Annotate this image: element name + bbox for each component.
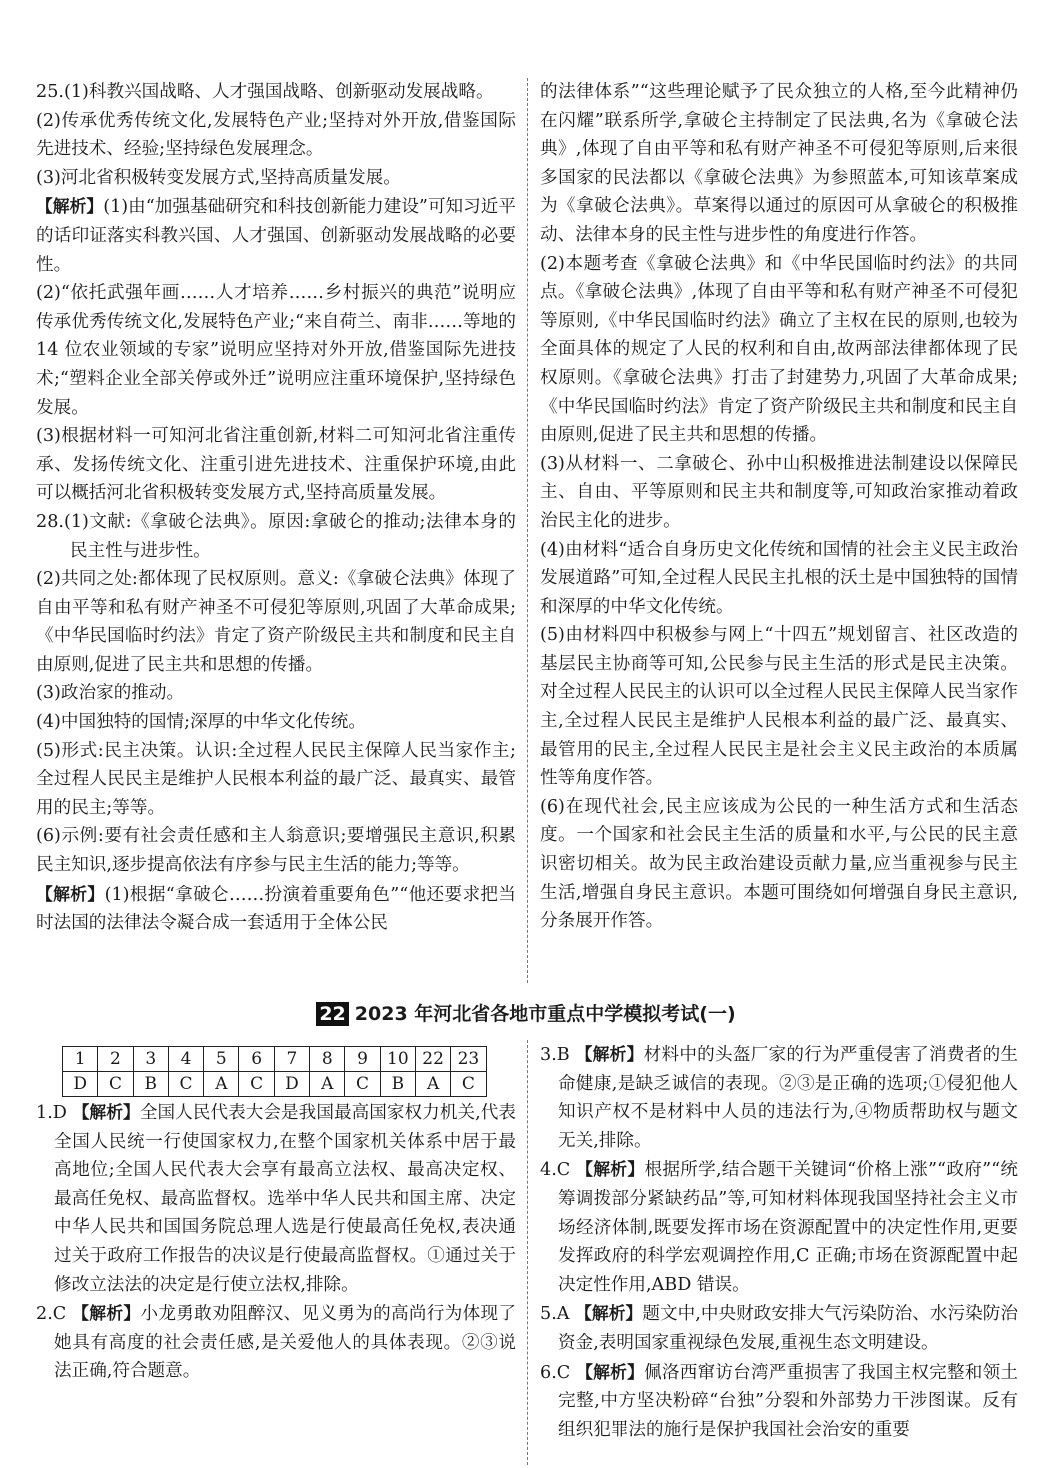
paragraph-text: (2)本题考查《拿破仑法典》和《中华民国临时约法》的共同点。《拿破仑法典》,体现了自由平等和私有财产神圣不可侵犯等原则,《中华民国临时约法》确立了主权在民的原则,也较为全面具体的规定了人民的权利和自由,故两部法律都体现了民权原则。《拿破仑法典》打击了封建势力,巩固了大革命成果;《中华民国临时约法》肯定了资产阶级民主共和制度和民主自由原则,促进了民主共和思想的传播。: [540, 253, 1018, 446]
paragraph-text: (4)中国独特的国情;深厚的中华文化传统。: [36, 712, 366, 733]
question-number: 1.D: [36, 1103, 67, 1123]
table-cell-answer: C: [239, 1072, 274, 1097]
paragraph-q25_ana2: [36, 279, 516, 422]
question-number: 5.A: [540, 1304, 570, 1325]
paragraph-q28_ana1: [36, 880, 516, 938]
table-row-question-numbers: [63, 1047, 487, 1072]
paragraph-r5: [540, 621, 1018, 793]
question-number: 2.C: [36, 1304, 67, 1325]
table-cell-answer: D: [63, 1072, 98, 1097]
table-cell-number: 7: [274, 1047, 309, 1072]
section-title: 2023 年河北省各地市重点中学模拟考试(一): [354, 1003, 736, 1025]
paragraph-a5: [540, 1299, 1018, 1357]
top-right-column: [540, 78, 1018, 936]
paragraph-text: 小龙勇敢劝阻醉汉、见义勇为的高尚行为体现了她具有高度的社会责任感,是关爱他人的具体表现。②③说法正确,符合题意。: [54, 1304, 516, 1382]
question-number: 4.C: [540, 1160, 571, 1181]
table-cell-number: 23: [451, 1047, 486, 1072]
analysis-label: 【解析】: [575, 1303, 643, 1324]
analysis-label: 【解析】: [575, 1044, 644, 1064]
paragraph-text: 28.(1)文献:《拿破仑法典》。原因:拿破仑的推动;法律本身的民主性与进步性。: [36, 511, 516, 561]
table-cell-answer: A: [415, 1072, 450, 1097]
analysis-label: 【解析】: [576, 1159, 645, 1180]
paragraph-q28_6: [36, 822, 516, 879]
table-cell-answer: A: [310, 1072, 345, 1097]
paragraph-text: 佩洛西窜访台湾严重损害了我国主权完整和领土完整,中方坚决粉碎“台独”分裂和外部势力干涉图谋。反有组织犯罪法的施行是保护我国社会治安的重要: [558, 1362, 1018, 1440]
table-cell-answer: B: [380, 1072, 415, 1097]
paragraph-a3: [540, 1040, 1018, 1155]
paragraph-text: 根据所学,结合题干关键词“价格上涨”“政府”“统筹调拨部分紧缺药品”等,可知材料体现我国坚持社会主义市场经济体制,既要发挥市场在资源配置中的决定性作用,更要发挥政府的科学宏观调控作用,C 正确;市场在资源配置中起决定性作用,ABD 错误。: [558, 1160, 1018, 1295]
paragraph-q28_5: [36, 737, 516, 823]
analysis-label: 【解析】: [36, 196, 104, 217]
paragraph-text: (5)由材料四中积极参与网上“十四五”规划留言、社区改造的基层民主协商等可知,公民参与民主生活的形式是民主决策。对全过程人民民主的认识可以全过程人民民主保障人民当家作主,全过程人民民主是维护人民根本利益的最广泛、最真实、最管用的民主,全过程人民民主是社会主义民主政治的本质属性等角度作答。: [540, 625, 1018, 789]
paragraph-r1: [540, 78, 1018, 250]
table-cell-answer: A: [204, 1072, 239, 1097]
paragraph-r2: [540, 250, 1018, 450]
paragraph-r3: [540, 450, 1018, 536]
paragraph-q25_ana3: [36, 422, 516, 508]
paragraph-text: (1)根据“拿破仑……扮演着重要角色”“他还要求把当时法国的法律法令凝合成一套适用于全体公民: [36, 884, 516, 934]
paragraph-q25_3: [36, 164, 516, 193]
section-number: 22: [316, 1002, 348, 1026]
paragraph-a2: [36, 1299, 516, 1386]
paragraph-text: 题文中,中央财政安排大气污染防治、水污染防治资金,表明国家重视绿色发展,重视生态文明建设。: [558, 1304, 1018, 1353]
paragraph-text: (3)政治家的推动。: [36, 683, 185, 704]
table-cell-number: 1: [63, 1047, 98, 1072]
section-header: [0, 1000, 1052, 1028]
paragraph-text: (6)示例:要有社会责任感和主人翁意识;要增强民主意识,积累民主知识,逐步提高依法有序参与民主生活的能力;等等。: [36, 826, 516, 876]
analysis-label: 【解析】: [36, 883, 105, 904]
paragraph-q28_1: [36, 508, 516, 565]
table-cell-number: 9: [345, 1047, 380, 1072]
table-cell-number: 4: [168, 1047, 203, 1072]
table-cell-answer: C: [98, 1072, 133, 1097]
paragraph-text: 25.(1)科教兴国战略、人才强国战略、创新驱动发展战略。: [36, 82, 494, 102]
paragraph-text: (1)由“加强基础研究和科技创新能力建设”可知习近平的话印证落实科教兴国、人才强国、创新驱动发展战略的必要性。: [36, 197, 516, 275]
paragraph-r4: [540, 536, 1018, 622]
paragraph-text: (3)从材料一、二拿破仑、孙中山积极推进法制建设以保障民主、自由、平等原则和民主共和制度等,可知政治家推动着政治民主化的进步。: [540, 453, 1018, 531]
question-number: 6.C: [540, 1362, 571, 1383]
paragraph-r6: [540, 793, 1018, 936]
question-number: 3.B: [540, 1045, 570, 1065]
paragraph-a1: [36, 1098, 516, 1299]
answer-table: [62, 1046, 487, 1097]
analysis-label: 【解析】: [576, 1361, 645, 1382]
paragraph-text: (5)形式:民主决策。认识:全过程人民民主保障人民当家作主;全过程人民民主是维护人民根本利益的最广泛、最真实、最管用的民主;等等。: [36, 740, 516, 818]
paragraph-q25_1: [36, 78, 516, 107]
table-cell-number: 22: [415, 1047, 450, 1072]
table-cell-answer: D: [274, 1072, 309, 1097]
paragraph-text: (2)传承优秀传统文化,发展特色产业;坚持对外开放,借鉴国际先进技术、经验;坚持绿色发展理念。: [36, 110, 516, 160]
table-cell-number: 5: [204, 1047, 239, 1072]
table-cell-number: 2: [98, 1047, 133, 1072]
paragraph-q28_3: [36, 679, 516, 708]
analysis-label: 【解析】: [72, 1102, 140, 1122]
paragraph-q25_2: [36, 107, 516, 164]
paragraph-a6: [540, 1358, 1018, 1445]
paragraph-q25_ana1: [36, 192, 516, 279]
table-cell-answer: C: [451, 1072, 486, 1097]
top-left-column: [36, 78, 516, 938]
table-cell-number: 6: [239, 1047, 274, 1072]
paragraph-text: 材料中的头盔厂家的行为严重侵害了消费者的生命健康,是缺乏诚信的表现。②③是正确的选项;①侵犯他人知识产权不是材料中人员的违法行为,④物质帮助权与题文无关,排除。: [558, 1045, 1018, 1151]
paragraph-text: (2)“依托武强年画……人才培养……乡村振兴的典范”说明应传承优秀传统文化,发展特色产业;“来自荷兰、南非……等地的 14 位农业领域的专家”说明应坚持对外开放,借鉴国际先进技术;“塑料企业全部关停或外迁”说明应注重环境保护,坚持绿色发展。: [36, 283, 516, 418]
bottom-left-column: [36, 1098, 516, 1386]
paragraph-text: (6)在现代社会,民主应该成为公民的一种生活方式和生活态度。一个国家和社会民主生活的质量和水平,与公民的民主意识密切相关。故为民主政治建设贡献力量,应当重视参与民主生活,增强自身民主意识。本题可围绕如何增强自身民主意识,分条展开作答。: [540, 796, 1018, 932]
paragraph-text: 的法律体系”“这些理论赋予了民众独立的人格,至今此精神仍在闪耀”联系所学,拿破仑主持制定了民法典,名为《拿破仑法典》,体现了自由平等和私有财产神圣不可侵犯等原则,后来很多国家的民法都以《拿破仑法典》为参照蓝本,可知该草案成为《拿破仑法典》。草案得以通过的原因可从拿破仑的积极推动、法律本身的民主性与进步性的角度进行作答。: [540, 82, 1018, 245]
paragraph-text: (3)根据材料一可知河北省注重创新,材料二可知河北省注重传承、发扬传统文化、注重引进先进技术、注重保护环境,由此可以概括河北省积极转变发展方式,坚持高质量发展。: [36, 426, 516, 504]
table-cell-number: 8: [310, 1047, 345, 1072]
column-divider: [527, 78, 528, 983]
paragraph-text: (2)共同之处:都体现了民权原则。意义:《拿破仑法典》体现了自由平等和私有财产神圣不可侵犯等原则,巩固了大革命成果;《中华民国临时约法》肯定了资产阶级民主共和制度和民主自由原则,促进了民主共和思想的传播。: [36, 569, 516, 675]
table-cell-number: 10: [380, 1047, 415, 1072]
paragraph-a4: [540, 1155, 1018, 1299]
analysis-label: 【解析】: [72, 1303, 141, 1324]
table-cell-answer: C: [345, 1072, 380, 1097]
paragraph-q28_4: [36, 708, 516, 737]
table-row-answers: [63, 1072, 487, 1097]
paragraph-text: (4)由材料“适合自身历史文化传统和国情的社会主义民主政治发展道路”可知,全过程人民民主扎根的沃土是中国独特的国情和深厚的中华文化传统。: [540, 539, 1018, 617]
table-cell-number: 3: [133, 1047, 168, 1072]
paragraph-text: (3)河北省积极转变发展方式,坚持高质量发展。: [36, 167, 401, 188]
table-cell-answer: B: [133, 1072, 168, 1097]
paragraph-text: 全国人民代表大会是我国最高国家权力机关,代表全国人民统一行使国家权力,在整个国家机关体系中居于最高地位;全国人民代表大会享有最高立法权、最高决定权、最高任免权、最高监督权。选举中华人民共和国主席、决定中华人民共和国国务院总理人选是行使最高任免权,表决通过关于政府工作报告的决议是行使最高监督权。①通过关于修改立法法的决定是行使立法权,排除。: [54, 1103, 516, 1295]
bottom-right-column: [540, 1040, 1018, 1444]
column-divider: [527, 1040, 528, 1465]
table-cell-answer: C: [168, 1072, 203, 1097]
paragraph-q28_2: [36, 565, 516, 679]
